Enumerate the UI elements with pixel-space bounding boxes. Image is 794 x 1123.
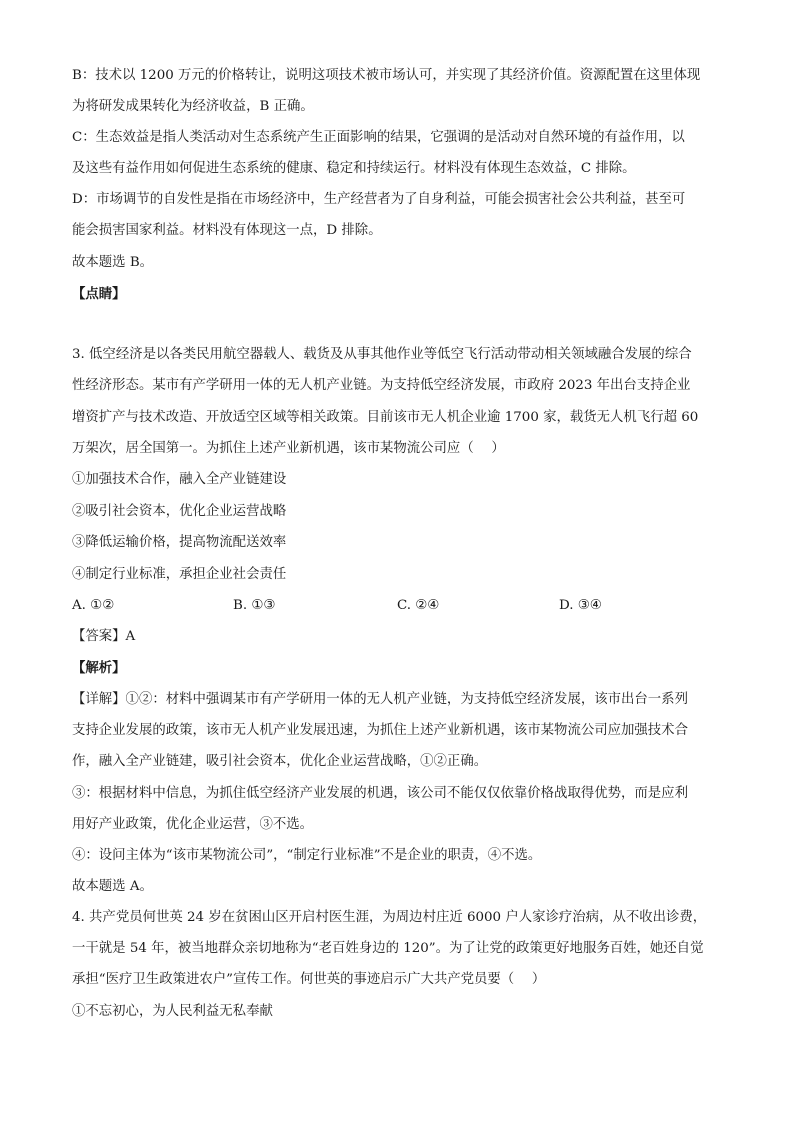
section-heading-jiexi: 【解析】 xyxy=(72,660,126,676)
option-b: B. ①③ xyxy=(233,598,276,613)
answer-line: 【答案】A xyxy=(72,629,136,644)
text-line: 及这些有益作用如何促进生态系统的健康、稳定和持续运行。材料没有体现生态效益，C 排除。 xyxy=(72,161,636,176)
question-3-statement: ③降低运输价格，提高物流配送效率 xyxy=(72,535,287,550)
conclusion-line: 故本题选 A。 xyxy=(72,879,153,894)
text-line: 能会损害国家利益。材料没有体现这一点，D 排除。 xyxy=(72,223,382,238)
question-4-statement: ①不忘初心，为人民利益无私奉献 xyxy=(72,1004,273,1019)
question-3-statement: ②吸引社会资本，优化企业运营战略 xyxy=(72,504,287,519)
explanation-line: ④：设问主体为“该市某物流公司”，“制定行业标准”不是企业的职责，④不选。 xyxy=(72,848,542,863)
option-c: C. ②④ xyxy=(397,598,440,613)
text-line: B：技术以 1200 万元的价格转让，说明这项技术被市场认可，并实现了其经济价值。资源配置在这里体现 xyxy=(72,68,701,83)
question-3-statement: ①加强技术合作，融入全产业链建设 xyxy=(72,472,287,487)
question-3-stem: 万架次，居全国第一。为抓住上述产业新机遇，该市某物流公司应（ ） xyxy=(72,441,505,456)
explanation-line: 支持企业发展的政策，该市无人机产业发展迅速，为抓住上述产业新机遇，该市某物流公司应加强技术合 xyxy=(72,723,688,738)
text-line: 为将研发成果转化为经济收益，B 正确。 xyxy=(72,99,314,114)
section-heading-dianjing: 【点睛】 xyxy=(72,286,126,302)
question-3-stem: 性经济形态。某市有产学研用一体的无人机产业链。为支持低空经济发展，市政府 2023 年出台支持企业 xyxy=(72,378,691,393)
question-3-stem: 3. 低空经济是以各类民用航空器载人、载货及从事其他作业等低空飞行活动带动相关领域融合发展的综合 xyxy=(72,347,692,362)
question-3-stem: 增资扩产与技术改造、开放适空区域等相关政策。目前该市无人机企业逾 1700 家，载货无人机飞行超 60 xyxy=(72,410,699,425)
text-line: D：市场调节的自发性是指在市场经济中，生产经营者为了自身利益，可能会损害社会公共利益，甚至可 xyxy=(72,192,686,207)
text-line: C：生态效益是指人类活动对生态系统产生正面影响的结果，它强调的是活动对自然环境的有益作用，以 xyxy=(72,130,685,145)
explanation-line: 作，融入全产业链建，吸引社会资本，优化企业运营战略，①②正确。 xyxy=(72,754,488,769)
question-3-statement: ④制定行业标准，承担企业社会责任 xyxy=(72,567,287,582)
explanation-line: ③：根据材料中信息，为抓住低空经济产业发展的机遇，该公司不能仅仅依靠价格战取得优势，而是应利 xyxy=(72,786,688,801)
text-line: 故本题选 B。 xyxy=(72,255,154,270)
option-d: D. ③④ xyxy=(559,598,602,613)
question-4-stem: 4. 共产党员何世英 24 岁在贫困山区开启村医生涯，为周边村庄近 6000 户人家诊疗治病，从不收出诊费， xyxy=(72,910,707,925)
option-a: A. ①② xyxy=(72,598,115,613)
explanation-line: 用好产业政策，优化企业运营，③不选。 xyxy=(72,817,314,832)
question-4-stem: 一干就是 54 年，被当地群众亲切地称为“老百姓身边的 120”。为了让党的政策更好地服务百姓，她还自觉 xyxy=(72,941,704,956)
question-4-stem: 承担“医疗卫生政策进农户”宣传工作。何世英的事迹启示广大共产党员要（ ） xyxy=(72,972,546,987)
explanation-line: 【详解】①②：材料中强调某市有产学研用一体的无人机产业链，为支持低空经济发展，该市出台一系列 xyxy=(72,692,688,707)
